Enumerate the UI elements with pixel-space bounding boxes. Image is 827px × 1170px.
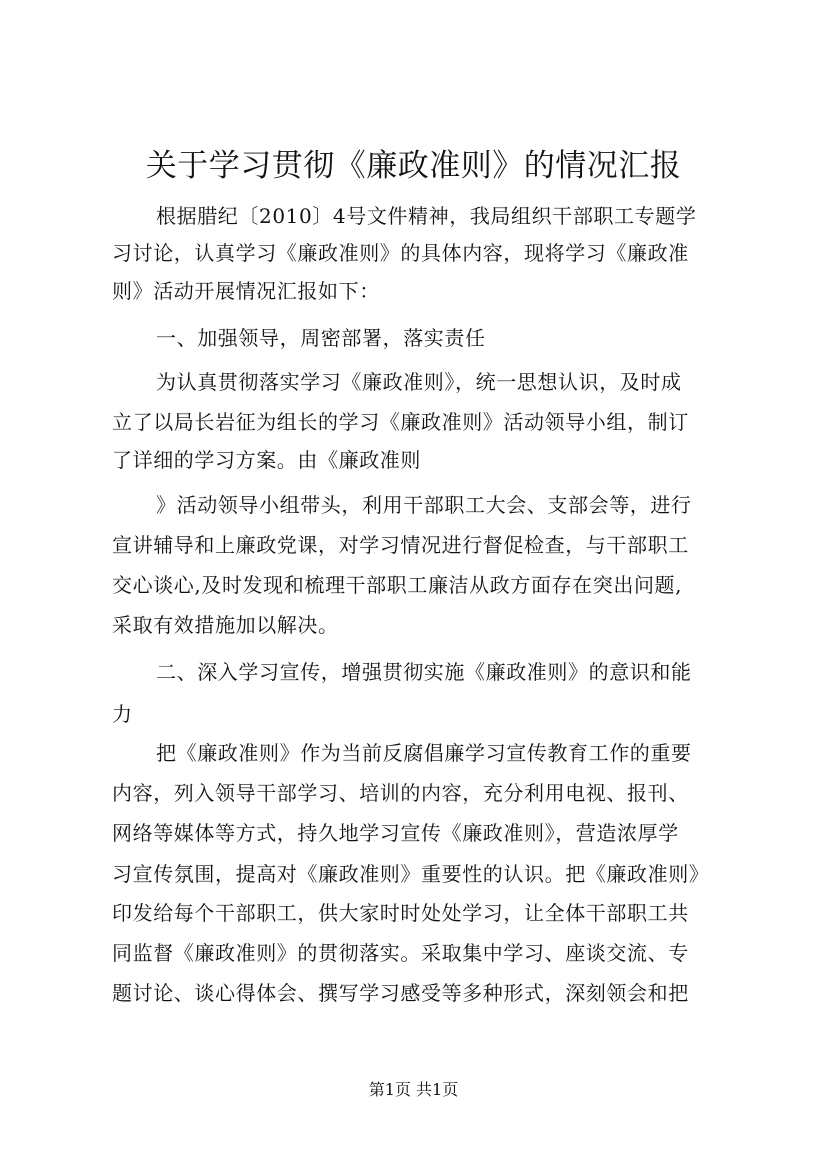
paragraph-line: 了详细的学习方案。由《廉政准则	[112, 448, 421, 472]
paragraph-line: 印发给每个干部职工，供大家时时处处学习，让全体干部职工共	[112, 901, 689, 925]
paragraph-line: 采取有效措施加以解决。	[112, 613, 339, 637]
paragraph-line: 习宣传氛围，提高对《廉政准则》重要性的认识。把《廉政准则》	[112, 862, 710, 886]
paragraph-line: 网络等媒体等方式，持久地学习宣传《廉政准则》，营造浓厚学	[112, 821, 679, 845]
paragraph-line: 》活动领导小组带头，利用干部职工大会、支部会等，进行	[156, 493, 692, 517]
paragraph-line: 习讨论，认真学习《廉政准则》的具体内容，现将学习《廉政准	[112, 241, 689, 265]
paragraph-line: 内容，列入领导干部学习、培训的内容，充分利用电视、报刊、	[112, 781, 689, 805]
paragraph-line: 题讨论、谈心得体会、撰写学习感受等多种形式，深刻领会和把	[112, 981, 689, 1005]
paragraph-line: 则》活动开展情况汇报如下：	[112, 279, 380, 303]
paragraph-line: 根据腊纪〔2010〕4号文件精神，我局组织干部职工专题学	[156, 204, 697, 228]
paragraph-line: 交心谈心,及时发现和梳理干部职工廉洁从政方面存在突出问题,	[112, 573, 683, 597]
page-footer: 第1页 共1页	[368, 1080, 459, 1099]
section-heading: 一、加强领导，周密部署，落实责任	[156, 326, 486, 350]
paragraph-line: 把《廉政准则》作为当前反腐倡廉学习宣传教育工作的重要	[156, 741, 692, 765]
paragraph-line: 宣讲辅导和上廉政党课，对学习情况进行督促检查，与干部职工	[112, 533, 689, 557]
paragraph-line: 立了以局长岩征为组长的学习《廉政准则》活动领导小组，制订	[112, 410, 689, 434]
document-title: 关于学习贯彻《廉政准则》的情况汇报	[145, 148, 682, 184]
paragraph-line: 同监督《廉政准则》的贯彻落实。采取集中学习、座谈交流、专	[112, 941, 689, 965]
paragraph-line: 为认真贯彻落实学习《廉政准则》，统一思想认识，及时成	[156, 370, 682, 394]
section-heading: 力	[112, 702, 133, 726]
section-heading: 二、深入学习宣传，增强贯彻实施《廉政准则》的意识和能	[156, 660, 692, 684]
